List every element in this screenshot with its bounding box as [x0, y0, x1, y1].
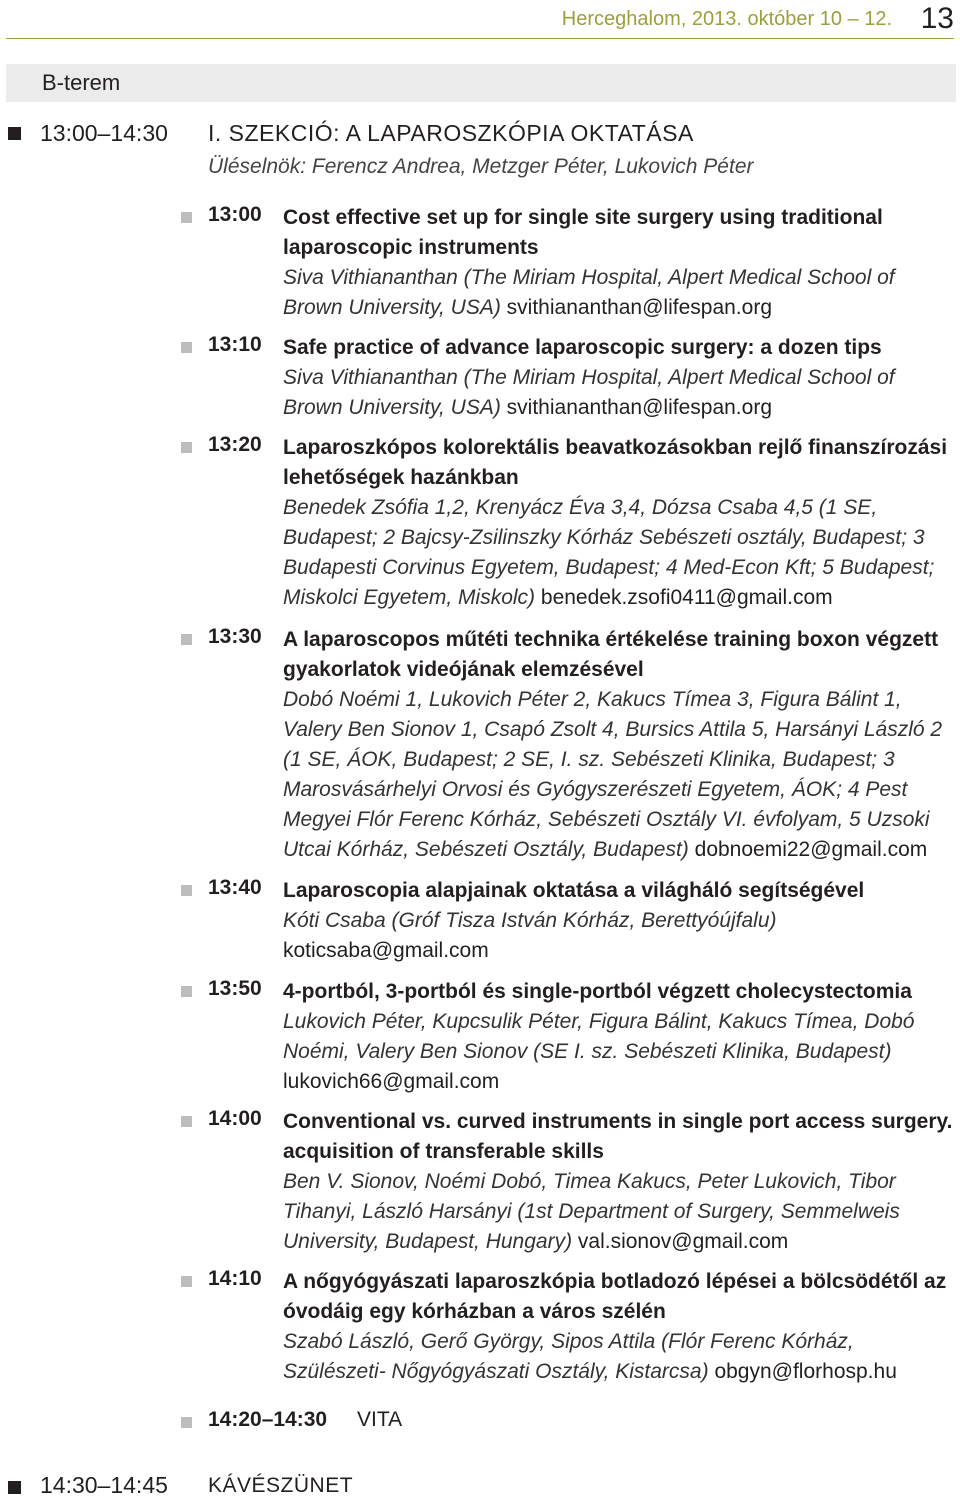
item-email: lukovich66@gmail.com	[283, 1070, 500, 1093]
item-authors: Kóti Csaba (Gróf Tisza István Kórház, Berettyóújfalu)	[283, 909, 777, 932]
room-bar	[6, 64, 956, 102]
session-bullet-icon	[8, 127, 21, 140]
item-email: koticsaba@gmail.com	[283, 939, 489, 962]
session-title: I. SZEKCIÓ: A LAPAROSZKÓPIA OKTATÁSA	[208, 120, 694, 146]
bullet-icon	[181, 1276, 192, 1287]
item-time: 14:00	[208, 1107, 262, 1130]
bullet-icon	[181, 634, 192, 645]
room-label: B-terem	[42, 70, 121, 95]
bullet-icon	[181, 1417, 192, 1428]
bullet-icon	[181, 212, 192, 223]
item-email: benedek.zsofi0411@gmail.com	[540, 586, 833, 609]
item-title: Conventional vs. curved instruments in single port access surgery. acquisition of transferable skills	[283, 1110, 953, 1163]
page-number: 13	[920, 2, 954, 35]
item-title: Safe practice of advance laparoscopic surgery: a dozen tips	[283, 336, 882, 359]
break-label: VITA	[357, 1408, 403, 1431]
item-body	[283, 876, 953, 966]
item-authors: Benedek Zsófia 1,2, Krenyácz Éva 3,4, Dózsa Csaba 4,5 (1 SE, Budapest; 2 Bajcsy-Zsilinszky Kórház Sebészeti osztály, Budapest; 3 Budapesti Corvinus Egyetem, Budapest; 4 Med-Econ Kft; 5 Budapest; Miskolci Egyetem, Miskolc)	[283, 496, 935, 609]
coffee-bullet-icon	[8, 1481, 21, 1494]
bullet-icon	[181, 442, 192, 453]
item-body	[283, 333, 953, 423]
item-time: 14:10	[208, 1267, 262, 1290]
item-title: A nőgyógyászati laparoszkópia botladozó lépései a bölcsödétől az óvodáig egy kórházban a város szélén	[283, 1270, 947, 1323]
item-time: 13:20	[208, 433, 262, 456]
item-body	[283, 1267, 953, 1387]
item-time: 13:30	[208, 625, 262, 648]
item-email: svithiananthan@lifespan.org	[506, 396, 772, 419]
item-authors: Szabó László, Gerő György, Sipos Attila (Flór Ferenc Kórház, Szülészeti- Nőgyógyászati Osztály, Kistarcsa)	[283, 1330, 854, 1383]
bullet-icon	[181, 1116, 192, 1127]
session-time: 13:00–14:30	[40, 120, 168, 146]
coffee-label: KÁVÉSZÜNET	[208, 1474, 354, 1497]
item-email: dobnoemi22@gmail.com	[694, 838, 928, 861]
item-body	[283, 1107, 953, 1257]
item-time: 13:50	[208, 977, 262, 1000]
item-authors: Dobó Noémi 1, Lukovich Péter 2, Kakucs Tímea 3, Figura Bálint 1, Valery Ben Sionov 1, Csapó Zsolt 4, Bursics Attila 5, Harsányi László 2 (1 SE, ÁOK, Budapest; 2 SE, I. sz. Sebészeti Klinika, Budapest; 3 Marosvásárhelyi Orvosi és Gyógyszerészeti Egyetem, ÁOK; 4 Pest Megyei Flór Ferenc Kórház, Sebészeti Osztály VI. évfolyam, 5 Uzsoki Utcai Kórház, Sebészeti Osztály, Budapest)	[283, 688, 943, 861]
item-authors: Siva Vithiananthan (The Miriam Hospital, Alpert Medical School of Brown University, USA)	[283, 266, 895, 319]
item-title: Laparoszkópos kolorektális beavatkozásokban rejlő finanszírozási lehetőségek hazánkban	[283, 436, 948, 489]
item-time: 13:10	[208, 333, 262, 356]
item-authors: Siva Vithiananthan (The Miriam Hospital, Alpert Medical School of Brown University, USA)	[283, 366, 895, 419]
item-title: Laparoscopia alapjainak oktatása a világháló segítségével	[283, 879, 865, 902]
item-authors: Lukovich Péter, Kupcsulik Péter, Figura Bálint, Kakucs Tímea, Dobó Noémi, Valery Ben Sionov (SE I. sz. Sebészeti Klinika, Budapest)	[283, 1010, 915, 1063]
item-authors: Ben V. Sionov, Noémi Dobó, Timea Kakucs, Peter Lukovich, Tibor Tihanyi, László Harsányi (1st Department of Surgery, Semmelweis University, Budapest, Hungary)	[283, 1170, 900, 1253]
bullet-icon	[181, 885, 192, 896]
item-title: 4-portból, 3-portból és single-portból végzett cholecystectomia	[283, 980, 912, 1003]
item-body	[283, 433, 953, 613]
session-chairs: Üléselnök: Ferencz Andrea, Metzger Péter, Lukovich Péter	[208, 155, 754, 178]
item-title: A laparoscopos műtéti technika értékelése training boxon végzett gyakorlatok videójának elemzésével	[283, 628, 939, 681]
item-time: 13:00	[208, 203, 262, 226]
header-divider	[6, 38, 954, 39]
item-body	[283, 977, 953, 1097]
coffee-time: 14:30–14:45	[40, 1472, 168, 1498]
item-email: val.sionov@gmail.com	[577, 1230, 789, 1253]
item-body	[283, 625, 953, 865]
header-location-date: Herceghalom, 2013. október 10 – 12.	[561, 8, 892, 30]
break-time: 14:20–14:30	[208, 1408, 328, 1431]
bullet-icon	[181, 986, 192, 997]
page-header	[0, 0, 960, 40]
bullet-icon	[181, 342, 192, 353]
item-email: svithiananthan@lifespan.org	[506, 296, 772, 319]
item-body	[283, 203, 953, 323]
item-email: obgyn@florhosp.hu	[714, 1360, 897, 1383]
item-time: 13:40	[208, 876, 262, 899]
item-title: Cost effective set up for single site surgery using traditional laparoscopic instruments	[283, 206, 883, 259]
